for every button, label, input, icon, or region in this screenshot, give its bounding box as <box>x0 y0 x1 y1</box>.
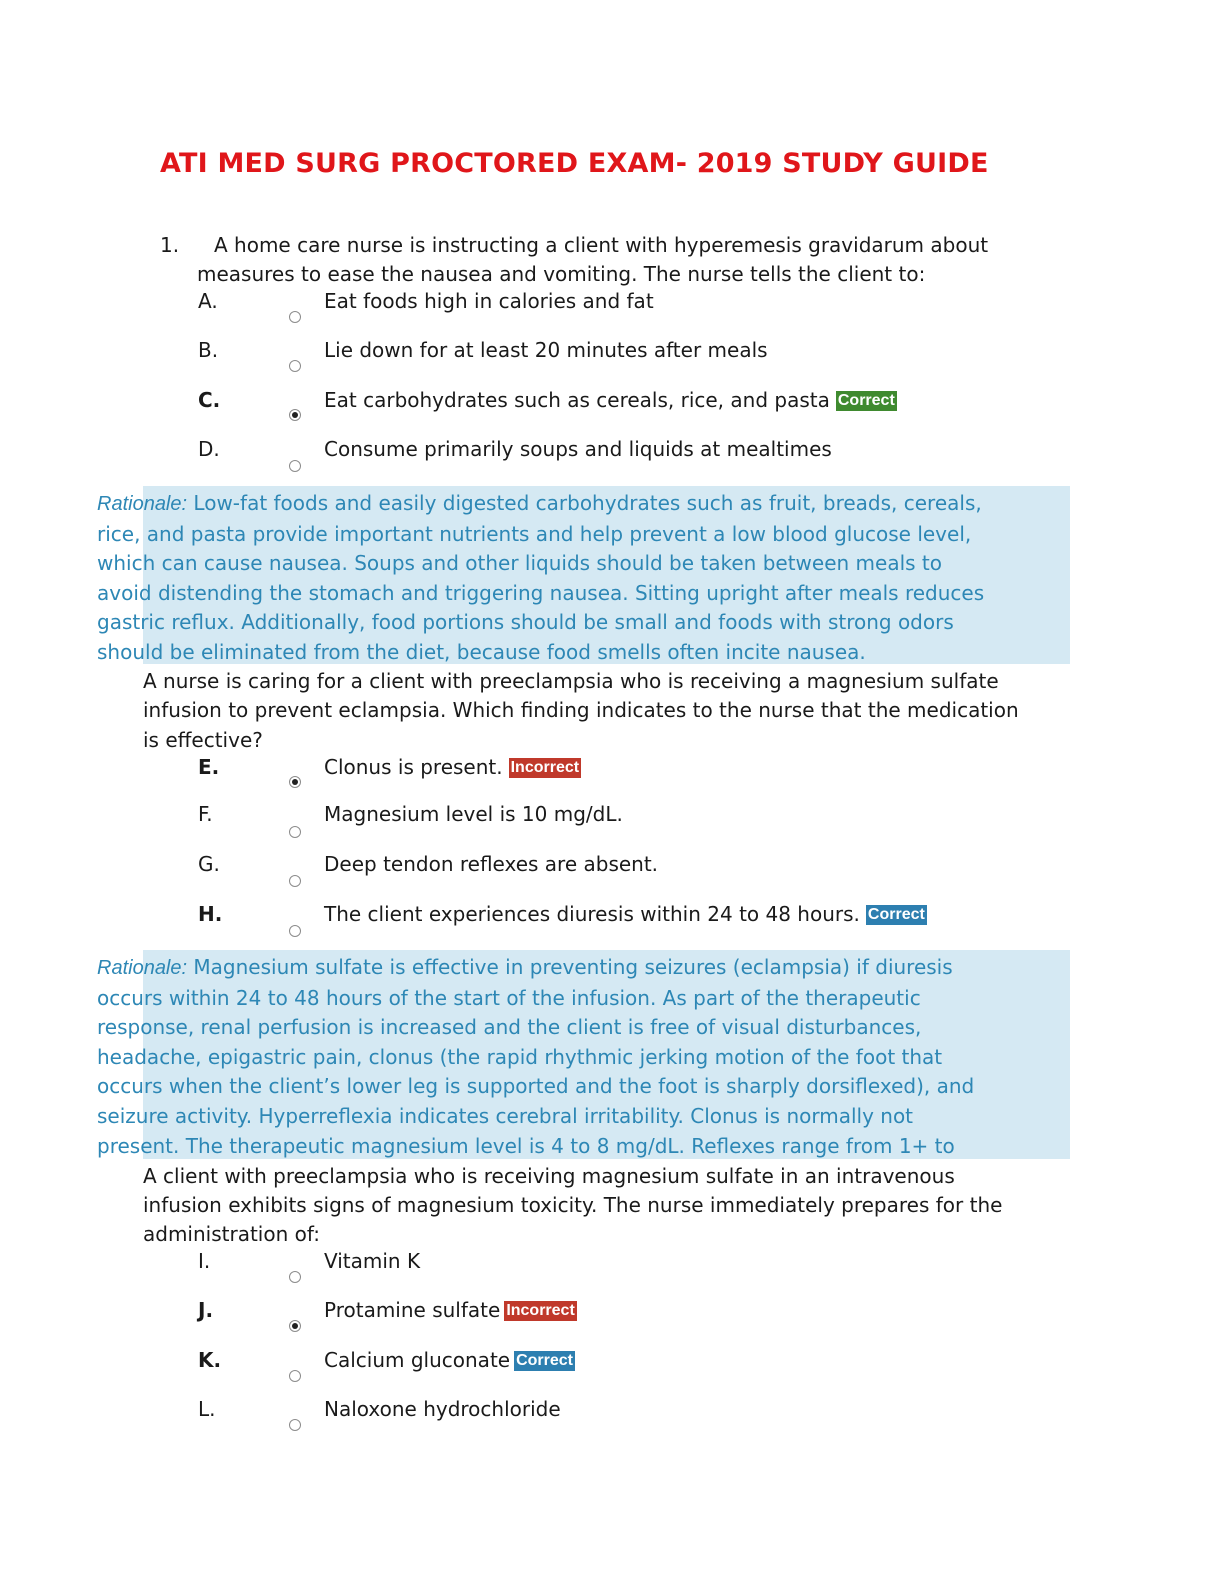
rationale-line: occurs when the client’s lower leg is supported and the foot is sharply dorsiflexed), and <box>97 1074 975 1099</box>
incorrect-badge: Incorrect <box>510 759 580 776</box>
correct-badge: Correct <box>867 906 925 923</box>
rationale-line: headache, epigastric pain, clonus (the rapid rhythmic jerking motion of the foot that <box>97 1044 943 1069</box>
option-h-radio[interactable] <box>289 925 301 937</box>
option-letter: C. <box>198 388 221 412</box>
option-b-radio[interactable] <box>289 360 301 372</box>
option-a-text[interactable]: Eat foods high in calories and fat <box>324 289 654 313</box>
rationale-line: avoid distending the stomach and triggering nausea. Sitting upright after meals reduces <box>97 580 985 605</box>
question-number: 1. <box>160 233 180 257</box>
rationale-line: should be eliminated from the diet, because food smells often incite nausea. <box>97 639 866 664</box>
option-k-radio[interactable] <box>289 1370 301 1382</box>
option-h-text: The client experiences diuresis within 24 to 48 hours. <box>324 902 860 926</box>
option-i-radio[interactable] <box>289 1271 301 1283</box>
option-j-row[interactable] <box>324 1298 577 1322</box>
option-k-text: Calcium gluconate <box>324 1348 511 1372</box>
option-letter: L. <box>198 1397 216 1421</box>
rationale-2 <box>97 953 974 1161</box>
question-3-line-2: infusion exhibits signs of magnesium toxicity. The nurse immediately prepares for the <box>143 1193 1003 1217</box>
option-letter: I. <box>198 1249 211 1273</box>
option-g-text[interactable]: Deep tendon reflexes are absent. <box>324 852 659 876</box>
rationale-line: present. The therapeutic magnesium level is 4 to 8 mg/dL. Reflexes range from 1+ to <box>97 1133 955 1158</box>
option-f-text[interactable]: Magnesium level is 10 mg/dL. <box>324 802 623 826</box>
rationale-line: seizure activity. Hyperreflexia indicates cerebral irritability. Clonus is normally not <box>97 1103 914 1128</box>
option-letter: G. <box>198 852 220 876</box>
question-2-line-3: is effective? <box>143 728 263 752</box>
option-f-radio[interactable] <box>289 826 301 838</box>
option-e-text: Clonus is present. <box>324 755 503 779</box>
rationale-line: response, renal perfusion is increased and the client is free of visual disturbances, <box>97 1015 922 1040</box>
rationale-line: which can cause nausea. Soups and other liquids should be taken between meals to <box>97 551 943 576</box>
rationale-line: occurs within 24 to 48 hours of the start of the infusion. As part of the therapeutic <box>97 985 921 1010</box>
option-letter: F. <box>198 802 213 826</box>
option-g-radio[interactable] <box>289 875 301 887</box>
question-3-line-1: A client with preeclampsia who is receiving magnesium sulfate in an intravenous <box>143 1164 955 1188</box>
option-letter: A. <box>198 289 218 313</box>
option-letter: D. <box>198 437 220 461</box>
option-e-radio[interactable] <box>289 776 301 788</box>
option-e-row[interactable] <box>324 755 581 779</box>
option-c-row[interactable] <box>324 388 897 412</box>
correct-badge: Correct <box>837 392 895 409</box>
question-3-line-3: administration of: <box>143 1222 320 1246</box>
question-1-line-1: A home care nurse is instructing a client with hyperemesis gravidarum about <box>214 233 989 257</box>
option-j-text: Protamine sulfate <box>324 1298 501 1322</box>
option-letter: B. <box>198 338 219 362</box>
option-l-text[interactable]: Naloxone hydrochloride <box>324 1397 561 1421</box>
option-j-radio[interactable] <box>289 1320 301 1332</box>
rationale-line: Magnesium sulfate is effective in preventing seizures (eclampsia) if diuresis <box>187 955 953 979</box>
option-letter: E. <box>198 755 220 779</box>
incorrect-badge: Incorrect <box>506 1302 575 1319</box>
rationale-label: Rationale: <box>97 957 188 979</box>
option-h-row[interactable] <box>324 902 927 926</box>
option-letter: K. <box>198 1348 222 1372</box>
correct-badge: Correct <box>516 1352 573 1369</box>
question-2-line-1: A nurse is caring for a client with preeclampsia who is receiving a magnesium sulfate <box>143 669 999 693</box>
option-c-radio[interactable] <box>289 409 301 421</box>
rationale-label: Rationale: <box>97 493 188 515</box>
rationale-line: Low-fat foods and easily digested carbohydrates such as fruit, breads, cereals, <box>187 491 982 515</box>
option-i-text[interactable]: Vitamin K <box>324 1249 421 1273</box>
option-b-text[interactable]: Lie down for at least 20 minutes after meals <box>324 338 768 362</box>
option-l-radio[interactable] <box>289 1419 301 1431</box>
option-d-text[interactable]: Consume primarily soups and liquids at mealtimes <box>324 437 832 461</box>
option-d-radio[interactable] <box>289 460 301 472</box>
question-2-line-2: infusion to prevent eclampsia. Which finding indicates to the nurse that the medication <box>143 698 1019 722</box>
option-letter: H. <box>198 902 223 926</box>
question-1-line-2: measures to ease the nausea and vomiting. The nurse tells the client to: <box>197 262 926 286</box>
option-a-radio[interactable] <box>289 311 301 323</box>
option-c-text: Eat carbohydrates such as cereals, rice, and pasta <box>324 388 830 412</box>
rationale-1 <box>97 489 984 668</box>
rationale-line: gastric reflux. Additionally, food portions should be small and foods with strong odors <box>97 610 954 635</box>
page-title: ATI MED SURG PROCTORED EXAM- 2019 STUDY GUIDE <box>160 148 989 179</box>
rationale-line: rice, and pasta provide important nutrients and help prevent a low blood glucose level, <box>97 521 972 546</box>
option-letter: J. <box>198 1298 214 1322</box>
option-k-row[interactable] <box>324 1348 575 1372</box>
